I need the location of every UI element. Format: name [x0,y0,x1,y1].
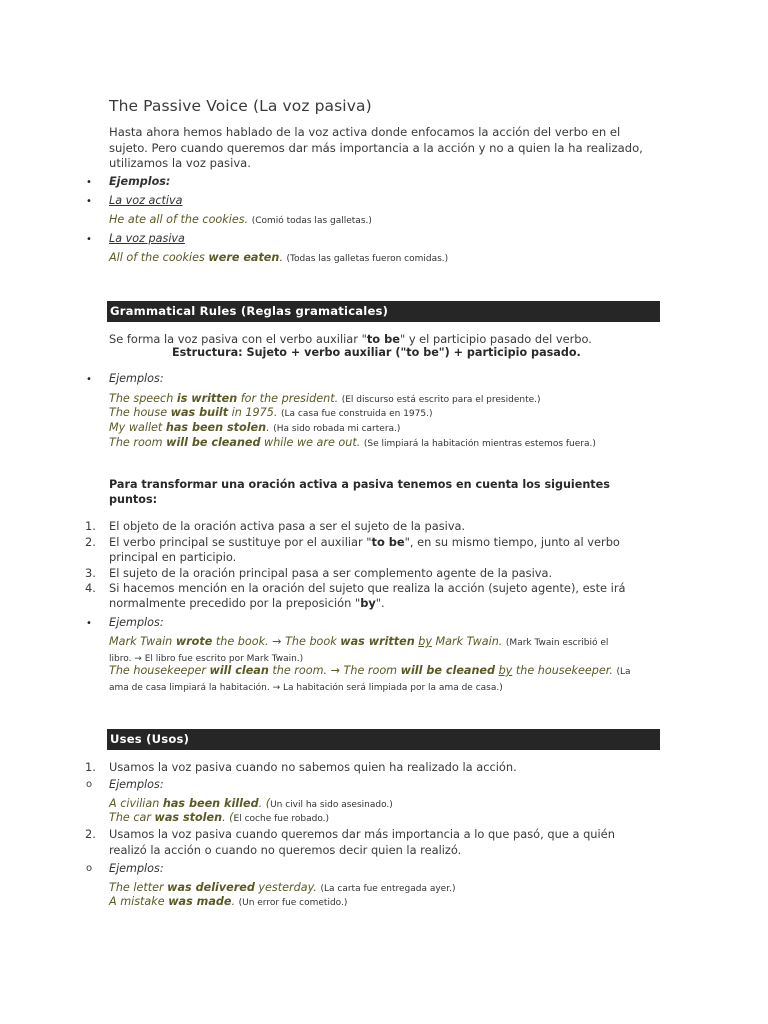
twain-example: Mark Twain wrote the book. → The book was written by Mark Twain. (Mark Twain escribió el [109,635,609,648]
point-4-cont: normalmente precedido por la preposición "by". [109,596,385,610]
activa-example: He ate all of the cookies. (Comió todas las galletas.) [109,213,372,226]
point-3: El sujeto de la oración principal pasa a ser complemento agente de la pasiva. [109,566,553,580]
housekeeper-example: The housekeeper will clean the room. → The room will be cleaned by the housekeeper. (La [109,664,631,677]
rule-example-2: The house was built in 1975. (La casa fue construida en 1975.) [109,406,433,419]
bullet-marker: • [86,177,92,188]
activa-label: La voz activa [109,194,183,207]
use-example-2: The car was stolen. (El coche fue robado.) [109,811,330,824]
pasiva-example: All of the cookies were eaten. (Todas las galletas fueron comidas.) [109,251,449,264]
bullet-marker: • [86,234,92,245]
rules-intro: Se forma la voz pasiva con el verbo auxiliar "to be" y el participio pasado del verbo. [109,332,592,346]
list-number: 1. [85,760,96,774]
bullet-marker: • [86,618,92,629]
transform-heading-cont: puntos: [109,493,158,506]
point-2: El verbo principal se sustituye por el auxiliar "to be", en su mismo tiempo, junto al verbo [109,535,620,549]
use-example-3: The letter was delivered yesterday. (La carta fue entregada ayer.) [109,881,456,894]
point-4: Si hacemos mención en la oración del sujeto que realiza la acción (sujeto agente), este irá [109,581,626,595]
use-2-cont: realizó la acción o cuando no queremos decir quien la realizó. [109,843,462,857]
list-number: 4. [85,581,96,595]
section-header-uses: Uses (Usos) [107,729,660,750]
use-1: Usamos la voz pasiva cuando no sabemos quien ha realizado la acción. [109,760,517,774]
list-number: 2. [85,827,96,841]
transform-heading: Para transformar una oración activa a pasiva tenemos en cuenta los siguientes [109,478,610,491]
ejemplos-label: Ejemplos: [109,778,164,791]
intro-paragraph: Hasta ahora hemos hablado de la voz activa donde enfocamos la acción del verbo en el sujeto. Pero cuando queremos dar más importancia a la acción y no a quien la ha realizado, utilizamos la voz pasiva. [109,125,643,171]
bullet-marker: • [86,374,92,385]
sub-bullet-marker: o [86,779,93,790]
point-1: El objeto de la oración activa pasa a ser el sujeto de la pasiva. [109,519,466,533]
rule-example-3: My wallet has been stolen. (Ha sido robada mi cartera.) [109,421,401,434]
list-number: 3. [85,566,96,580]
list-number: 2. [85,535,96,549]
section-header-grammatical-rules: Grammatical Rules (Reglas gramaticales) [107,301,660,322]
ejemplos-label: Ejemplos: [109,616,164,629]
use-example-1: A civilian has been killed. (Un civil ha sido asesinado.) [109,797,393,810]
ejemplos-label: Ejemplos: [109,175,171,188]
housekeeper-example-note: ama de casa limpiará la habitación. → La habitación será limpiada por la ama de casa.) [109,683,503,693]
ejemplos-label: Ejemplos: [109,862,164,875]
rule-example-4: The room will be cleaned while we are out. (Se limpiará la habitación mientras estemos fuera.) [109,436,596,449]
rule-example-1: The speech is written for the president. (El discurso está escrito para el presidente.) [109,392,541,405]
point-2-cont: principal en participio. [109,550,237,564]
use-example-4: A mistake was made. (Un error fue cometido.) [109,895,348,908]
use-2: Usamos la voz pasiva cuando queremos dar más importancia a lo que pasó, que a quién [109,827,615,841]
page-title: The Passive Voice (La voz pasiva) [109,97,372,115]
twain-example-note: libro. → El libro fue escrito por Mark Twain.) [109,654,304,664]
structure-formula: Estructura: Sujeto + verbo auxiliar ("to be") + participio pasado. [172,346,581,359]
bullet-marker: • [86,196,92,207]
ejemplos-label: Ejemplos: [109,372,164,385]
sub-bullet-marker: o [86,863,93,874]
pasiva-label: La voz pasiva [109,232,185,245]
list-number: 1. [85,519,96,533]
